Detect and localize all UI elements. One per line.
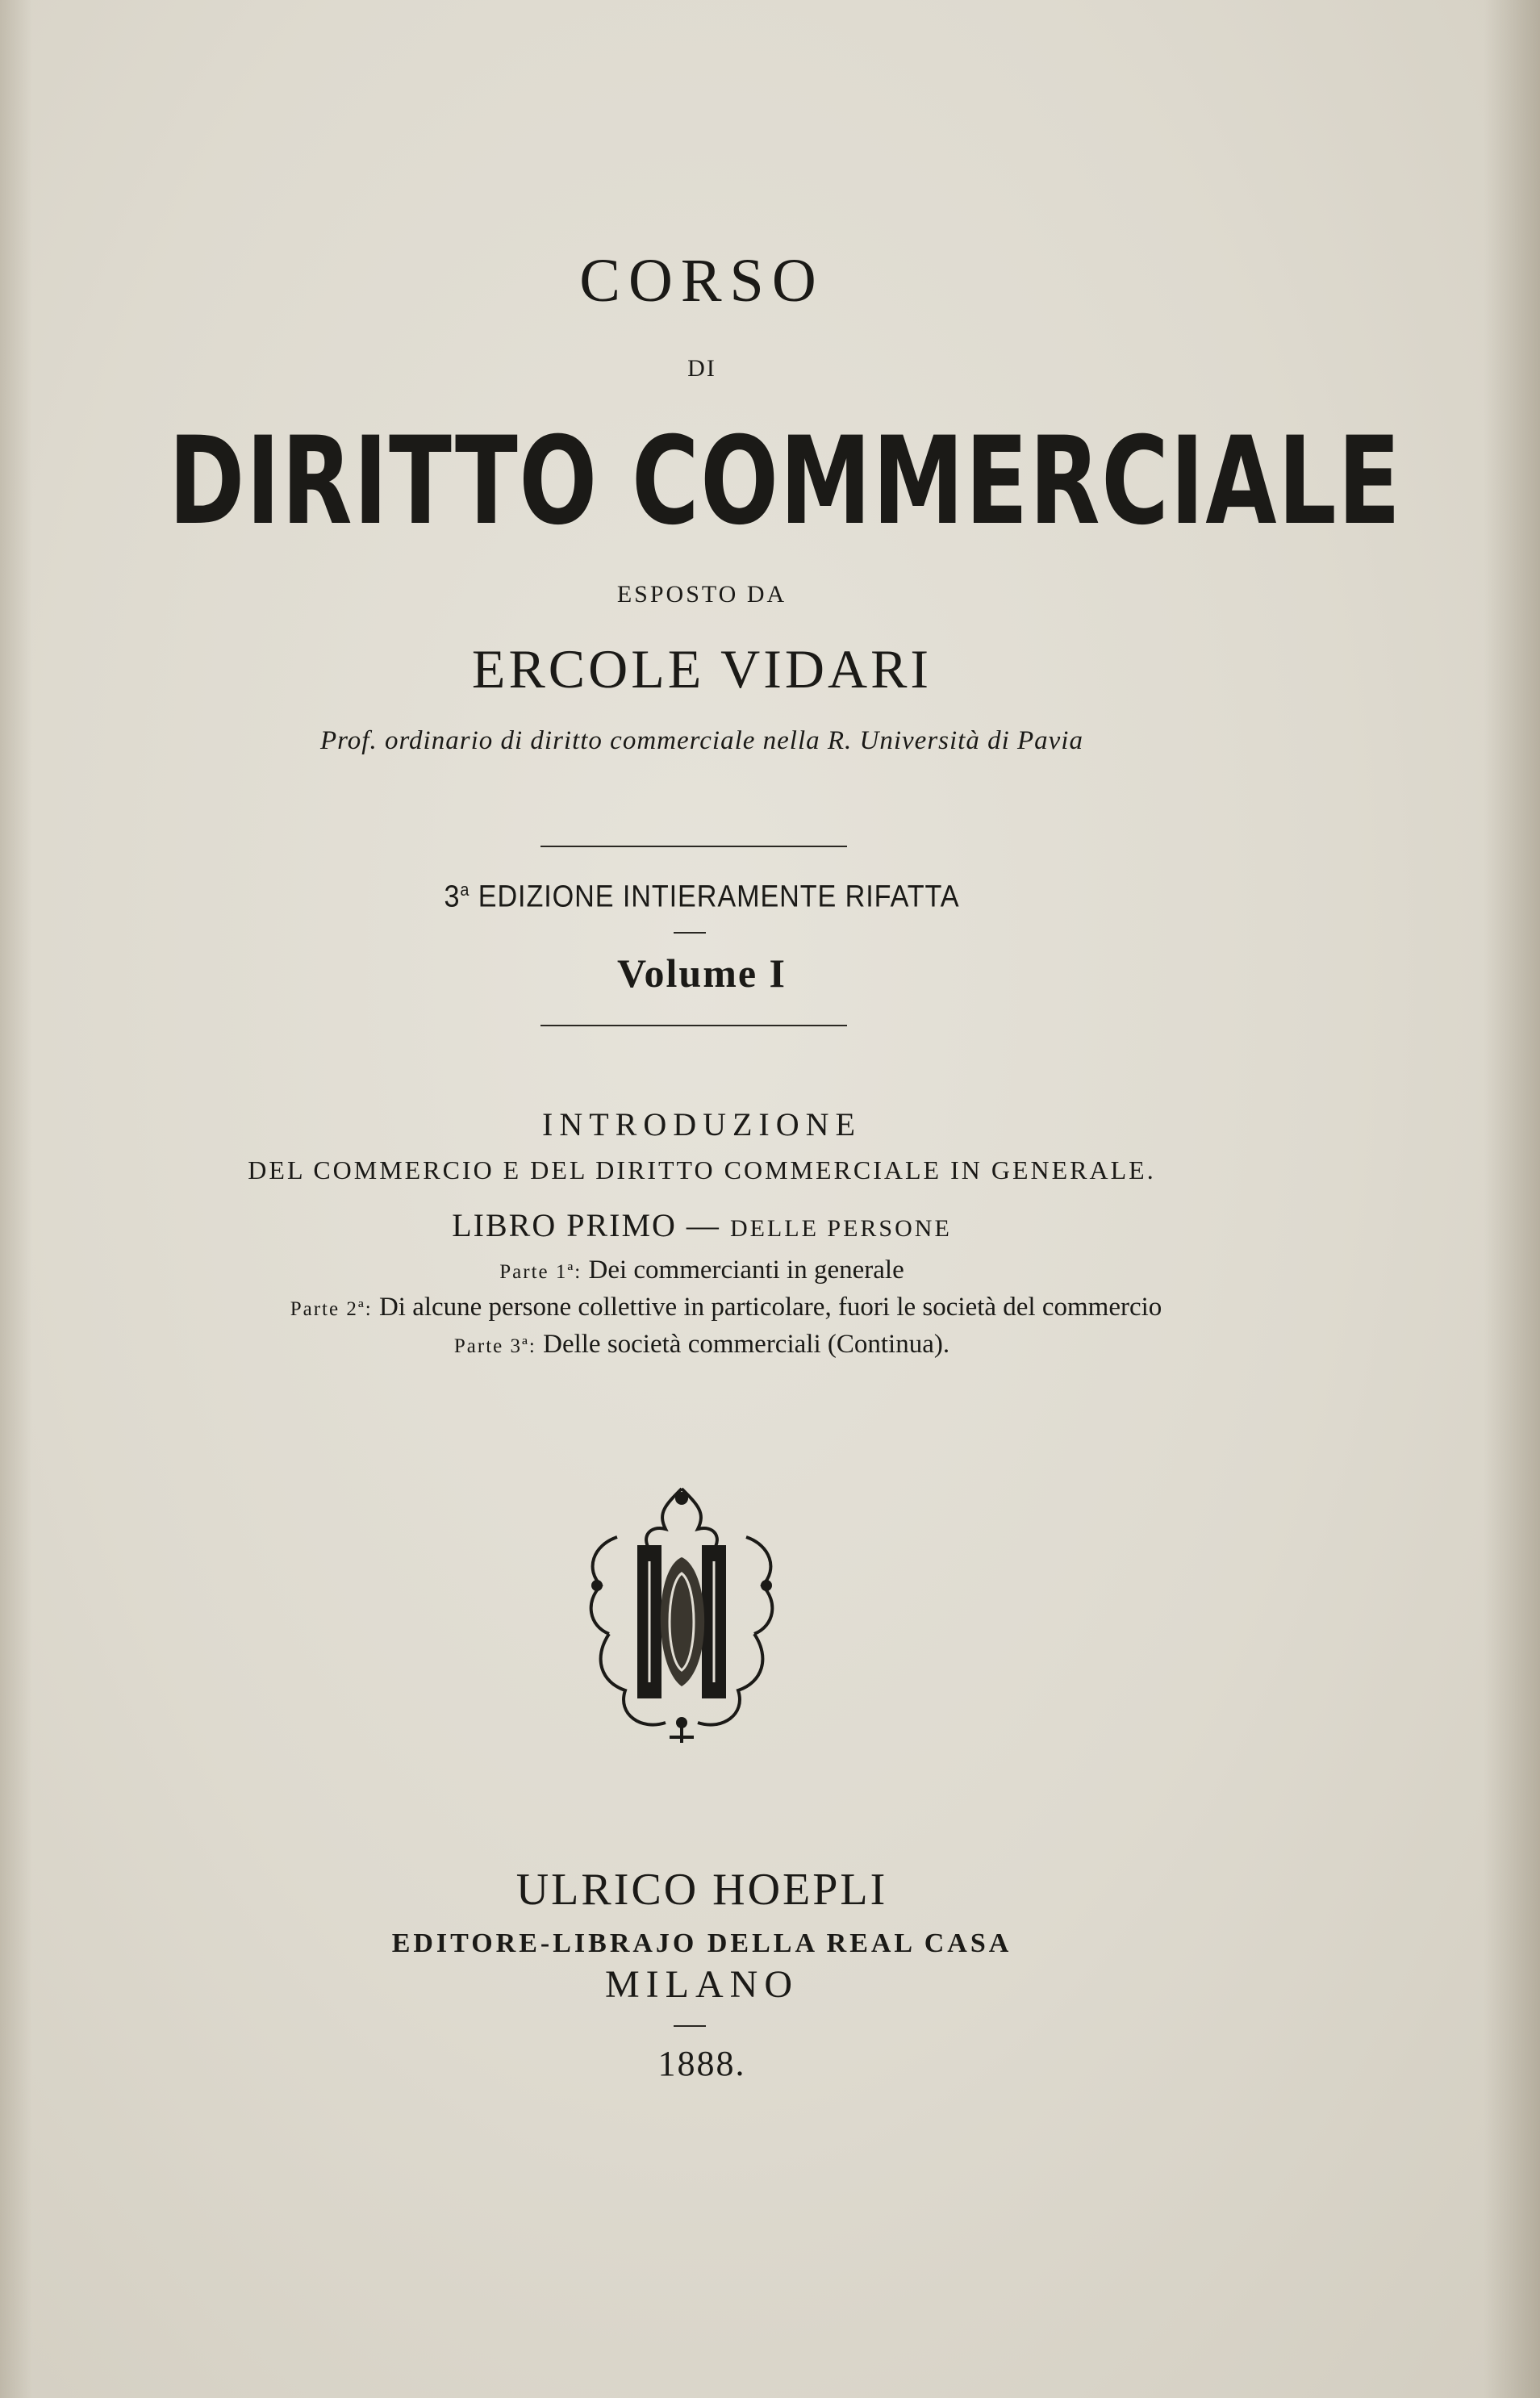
publication-city: MILANO (605, 1963, 799, 2006)
part-label: Parte 2ª: (290, 1298, 373, 1320)
byline-label: ESPOSTO DA (616, 581, 787, 608)
part-text: Di alcune persone collettive in particolare, fuori le società del commercio (378, 1293, 1162, 1322)
edition-number: 3 (444, 879, 461, 914)
book-one-label: LIBRO PRIMO — (452, 1207, 720, 1243)
divider-rule (540, 1025, 847, 1026)
part-text: Delle società commerciali (Continua). (543, 1330, 950, 1359)
book-one-subtitle: DELLE PERSONE (729, 1215, 952, 1242)
author-name: ERCOLE VIDARI (471, 638, 933, 700)
book-title: DIRITTO COMMERCIALE (168, 412, 1402, 552)
series-word: CORSO (579, 247, 824, 315)
edition-ordinal: a (460, 879, 470, 900)
part-line (24, 1293, 1428, 1322)
publisher-role: EDITORE-LIBRAJO DELLA REAL CASA (391, 1928, 1012, 1958)
short-dash (674, 2025, 706, 2027)
intro-heading: INTRODUZIONE (542, 1106, 862, 1143)
publisher-name: ULRICO HOEPLI (515, 1865, 888, 1915)
publication-year: 1888. (657, 2044, 746, 2083)
part-line (0, 1330, 1404, 1360)
author-credential: Prof. ordinario di diritto commerciale nella R. Università di Pavia (320, 726, 1083, 755)
edition-text: EDIZIONE INTIERAMENTE RIFATTA (478, 879, 960, 914)
part-text: Dei commercianti in generale (588, 1255, 904, 1285)
intro-subtitle: DEL COMMERCIO E DEL DIRITTO COMMERCIALE IN GENERALE. (248, 1155, 1156, 1184)
book-one-heading (0, 1206, 1404, 1244)
short-dash (674, 932, 706, 934)
volume-label: Volume I (616, 950, 787, 996)
hoepli-monogram-icon (569, 1481, 795, 1747)
divider-rule (540, 846, 847, 847)
edition-statement (70, 879, 1333, 915)
part-label: Parte 1ª: (499, 1261, 582, 1283)
part-line (0, 1255, 1404, 1285)
part-label: Parte 3ª: (453, 1335, 536, 1357)
connector-word: DI (687, 355, 716, 382)
